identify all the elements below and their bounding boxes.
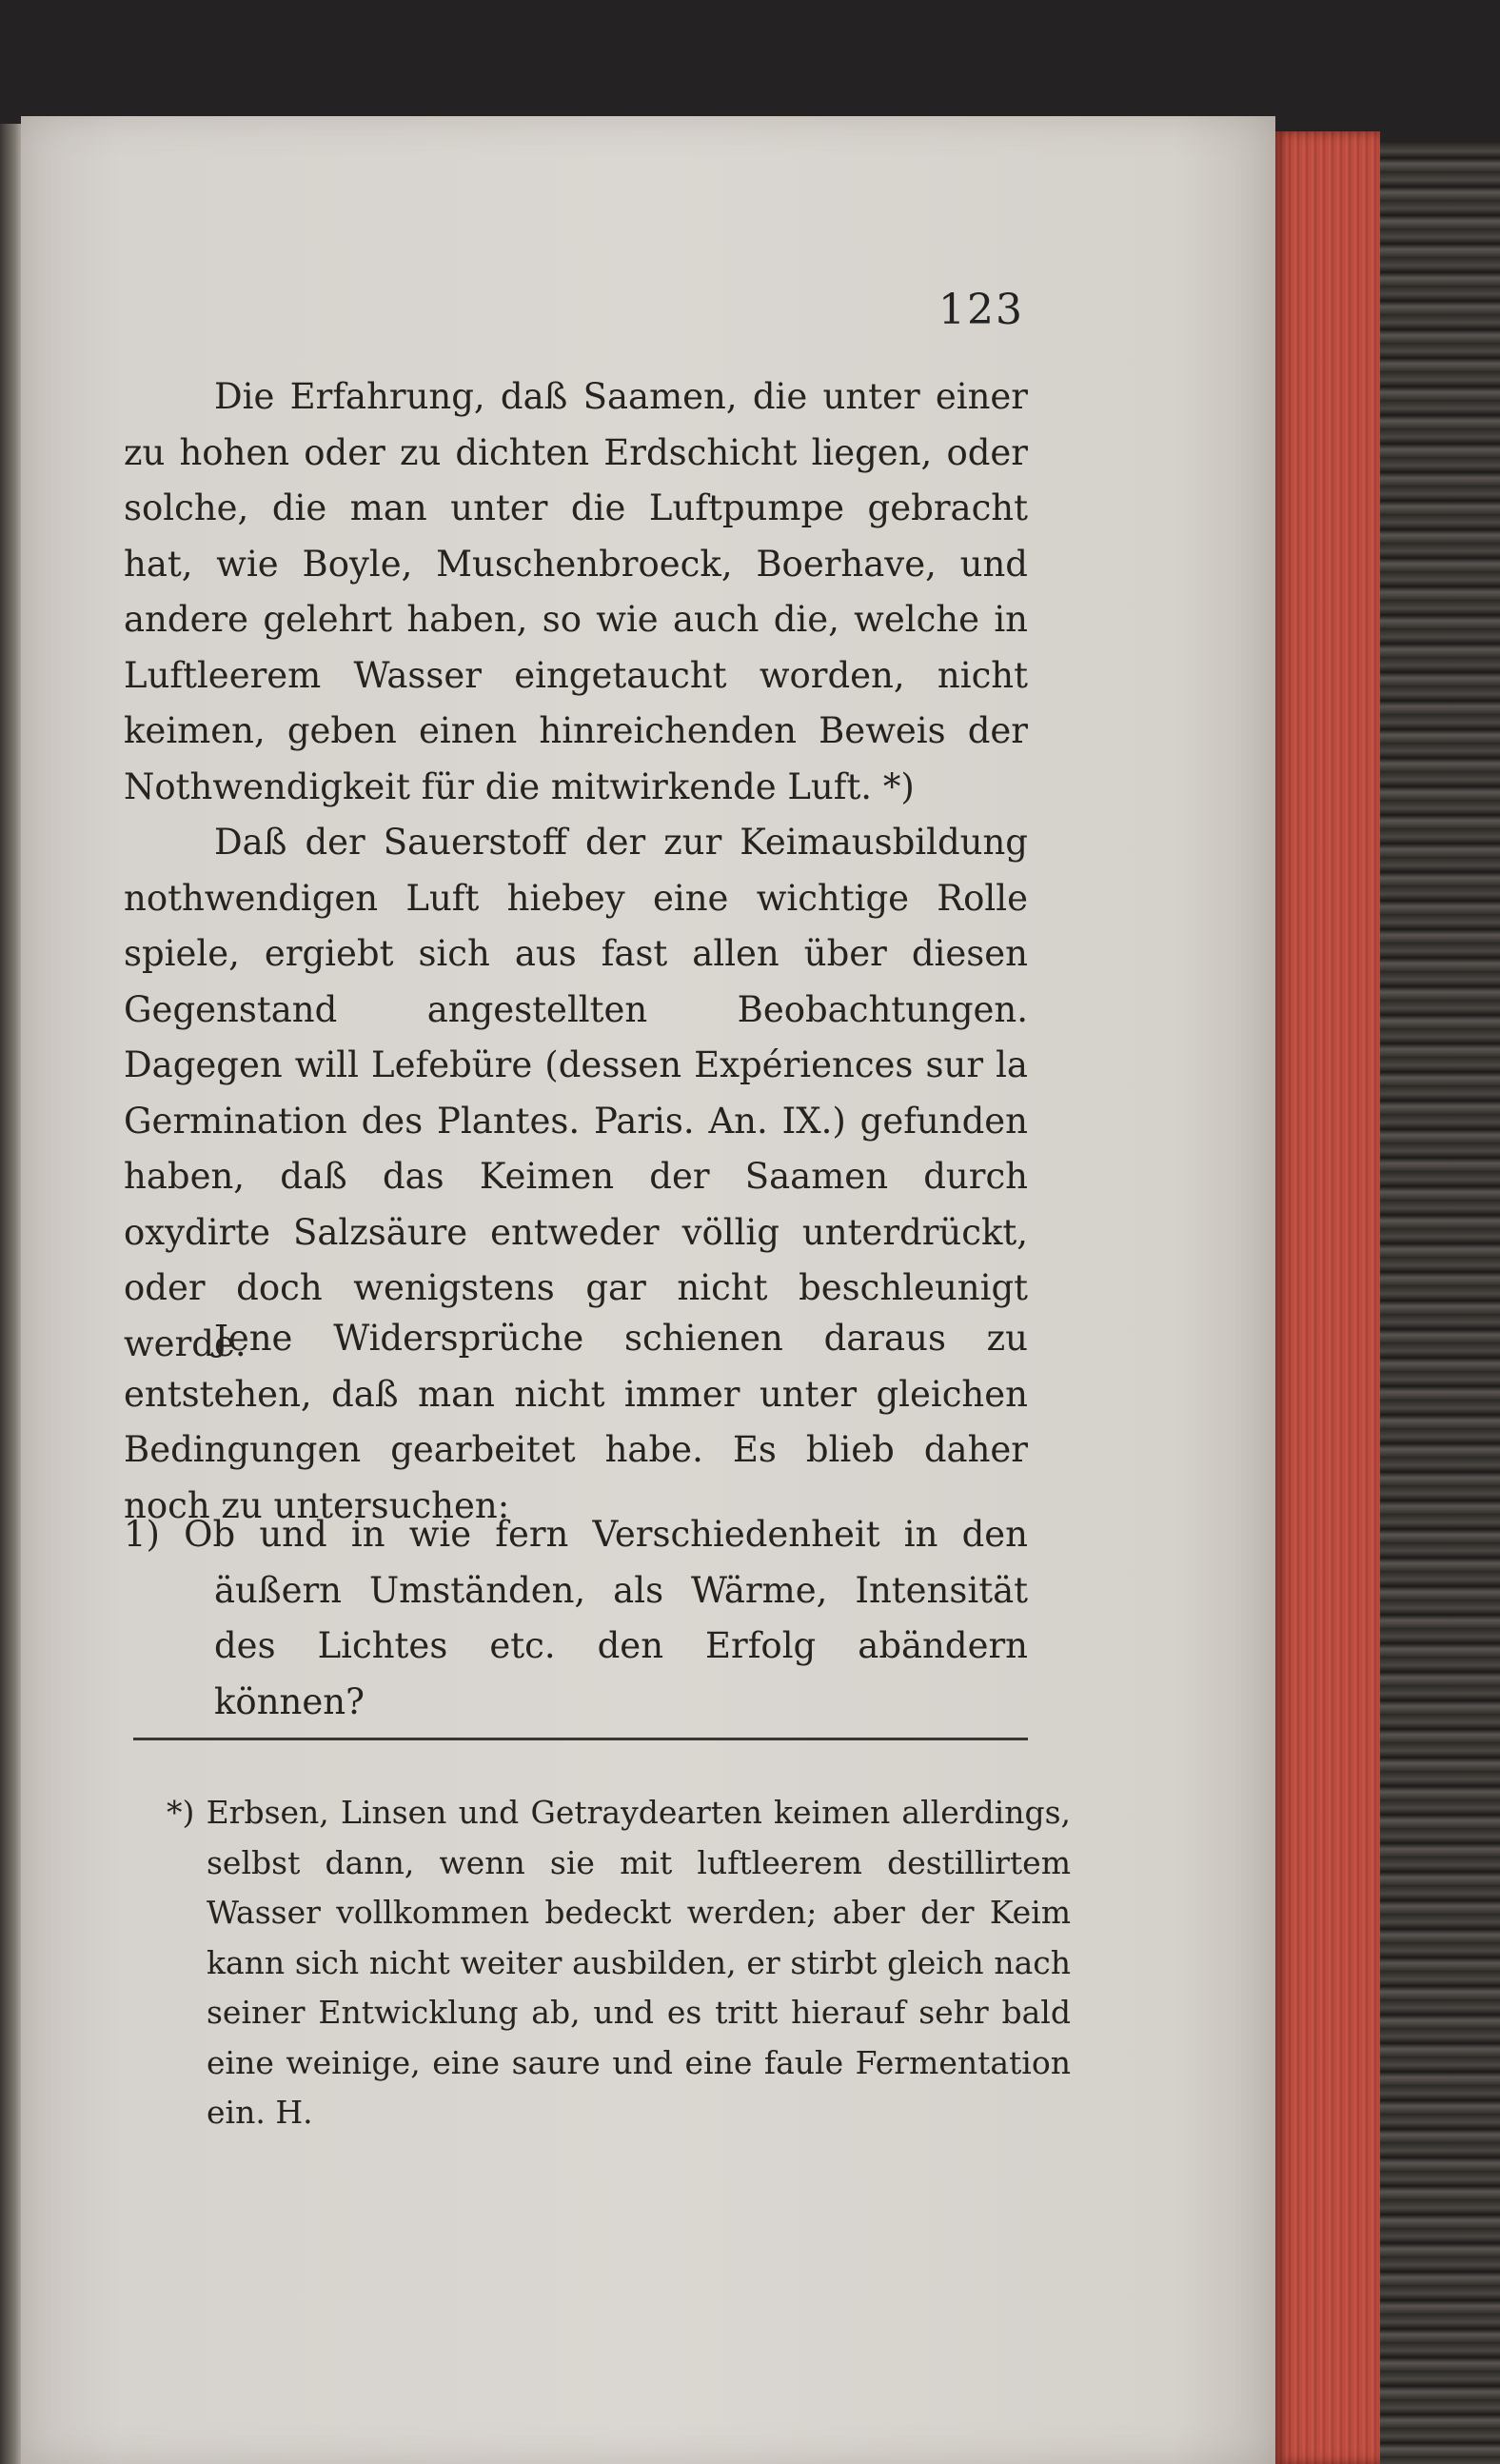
page-number: 123: [938, 286, 1024, 334]
paragraph-1: Die Erfahrung, daß Saamen, die unter einer zu hohen oder zu dichten Erdschicht liegen, oder solche, die man unter die Luftpumpe gebracht hat, wie Boyle, Muschenbroeck, Boerhave, und andere gelehrt haben, so wie auch die, welche in Luftleerem Wasser eingetaucht worden, nicht keimen, geben einen hinreichenden Beweis der Nothwendigkeit für die mitwirkende Luft. *): [124, 376, 1028, 807]
footnote-divider: [133, 1738, 1028, 1740]
book-cover-edge: [1380, 143, 1500, 2464]
red-page-edges: [1275, 131, 1380, 2464]
list-item-1: 1) Ob und in wie fern Verschiedenheit in den äußern Umständen, als Wärme, Intensität des Lichtes etc. den Erfolg abändern können?: [124, 1514, 1028, 1722]
paragraph-3: Jene Widersprüche schienen daraus zu entstehen, daß man nicht immer unter gleichen Bedingungen gearbeitet habe. Es blieb daher noch zu untersuchen:: [124, 1318, 1028, 1526]
facing-page-edge: [0, 124, 21, 2464]
footnote: *) Erbsen, Linsen und Getraydearten keimen allerdings, selbst dann, wenn sie mit luftleerem destillirtem Wasser vollkommen bedeckt werden; aber der Keim kann sich nicht weiter ausbilden, er stirbt gleich nach seiner Entwicklung ab, und es tritt hierauf sehr bald eine weinige, eine saure und eine faule Fermentation ein. H.: [167, 1794, 1071, 2131]
paragraph-2: Daß der Sauerstoff der zur Keimausbildung nothwendigen Luft hiebey eine wichtige Rolle spiele, ergiebt sich aus fast allen über diesen Gegenstand angestellten Beobachtungen. Dagegen will Lefebüre (dessen Expériences sur la Germination des Plantes. Paris. An. IX.) gefunden haben, daß das Keimen der Saamen durch oxydirte Salzsäure entweder völlig unterdrückt, oder doch wenigstens gar nicht beschleunigt werde.: [124, 822, 1028, 1364]
